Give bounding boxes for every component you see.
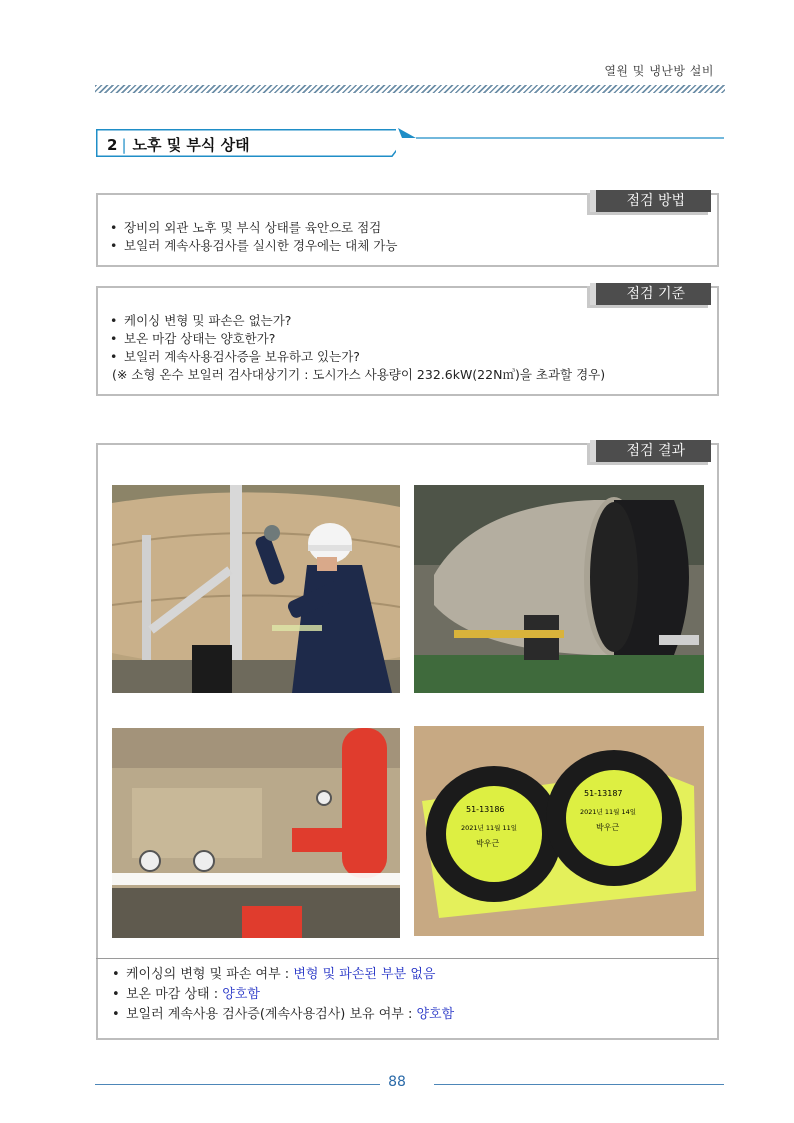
photo-piping-gauges [112, 728, 400, 938]
criteria-note: (※ 소형 온수 보일러 검사대상기기 : 도시가스 사용량이 232.6kW(22N㎥)을 초과할 경우) [112, 367, 606, 382]
section-heading-rule [396, 126, 726, 160]
section-number: 2 [107, 136, 118, 154]
sticker-2-date: 2021년 11월 14일 [580, 808, 637, 816]
photo-inspection-stickers [414, 726, 704, 936]
photo-boiler-body [414, 485, 704, 693]
sticker-1-number: 51-13186 [466, 805, 505, 814]
sticker-2-sign: 박우근 [596, 823, 620, 832]
criteria-tag: 점검 기준 [590, 283, 711, 305]
list-item: • 보일러 계속사용검사증을 보유하고 있는가? [110, 349, 360, 364]
footer-rule-right [434, 1084, 724, 1085]
inspection-sticker-1 [426, 766, 562, 902]
inspection-sticker-2 [546, 750, 682, 886]
list-item: • 케이싱 변형 및 파손은 없는가? [110, 313, 292, 328]
section-title [107, 134, 250, 155]
list-item: • 장비의 외관 노후 및 부식 상태를 육안으로 점검 [110, 220, 382, 235]
method-list [110, 219, 397, 255]
list-item: • 케이싱의 변형 및 파손 여부 : 변형 및 파손된 부분 없음 [112, 967, 436, 982]
sticker-1-sign: 박우근 [476, 839, 500, 848]
footer-rule-left [95, 1084, 380, 1085]
criteria-panel [96, 286, 719, 396]
list-item: • 보온 마감 상태 : 양호함 [112, 987, 260, 1002]
running-title: 열원 및 냉난방 설비 [604, 64, 714, 78]
sticker-2-number: 51-13187 [584, 789, 623, 798]
photo-worker-inspecting-boiler [112, 485, 400, 693]
list-item: • 보온 마감 상태는 양호한가? [110, 331, 276, 346]
method-panel [96, 193, 719, 267]
method-tag: 점검 방법 [590, 190, 711, 212]
section-title-text: 노후 및 부식 상태 [132, 136, 250, 154]
sticker-1-date: 2021년 11월 11일 [461, 824, 518, 832]
page-number: 88 [388, 1074, 406, 1090]
list-item: • 보일러 계속사용검사를 실시한 경우에는 대체 가능 [110, 238, 398, 253]
list-item: • 보일러 계속사용 검사증(계속사용검사) 보유 여부 : 양호함 [112, 1007, 455, 1022]
header-hatch-divider [95, 85, 725, 93]
results-tag: 점검 결과 [590, 440, 711, 462]
results-list [112, 965, 454, 1025]
section-separator: | [121, 136, 127, 154]
results-divider [96, 958, 719, 959]
criteria-list [110, 312, 605, 384]
